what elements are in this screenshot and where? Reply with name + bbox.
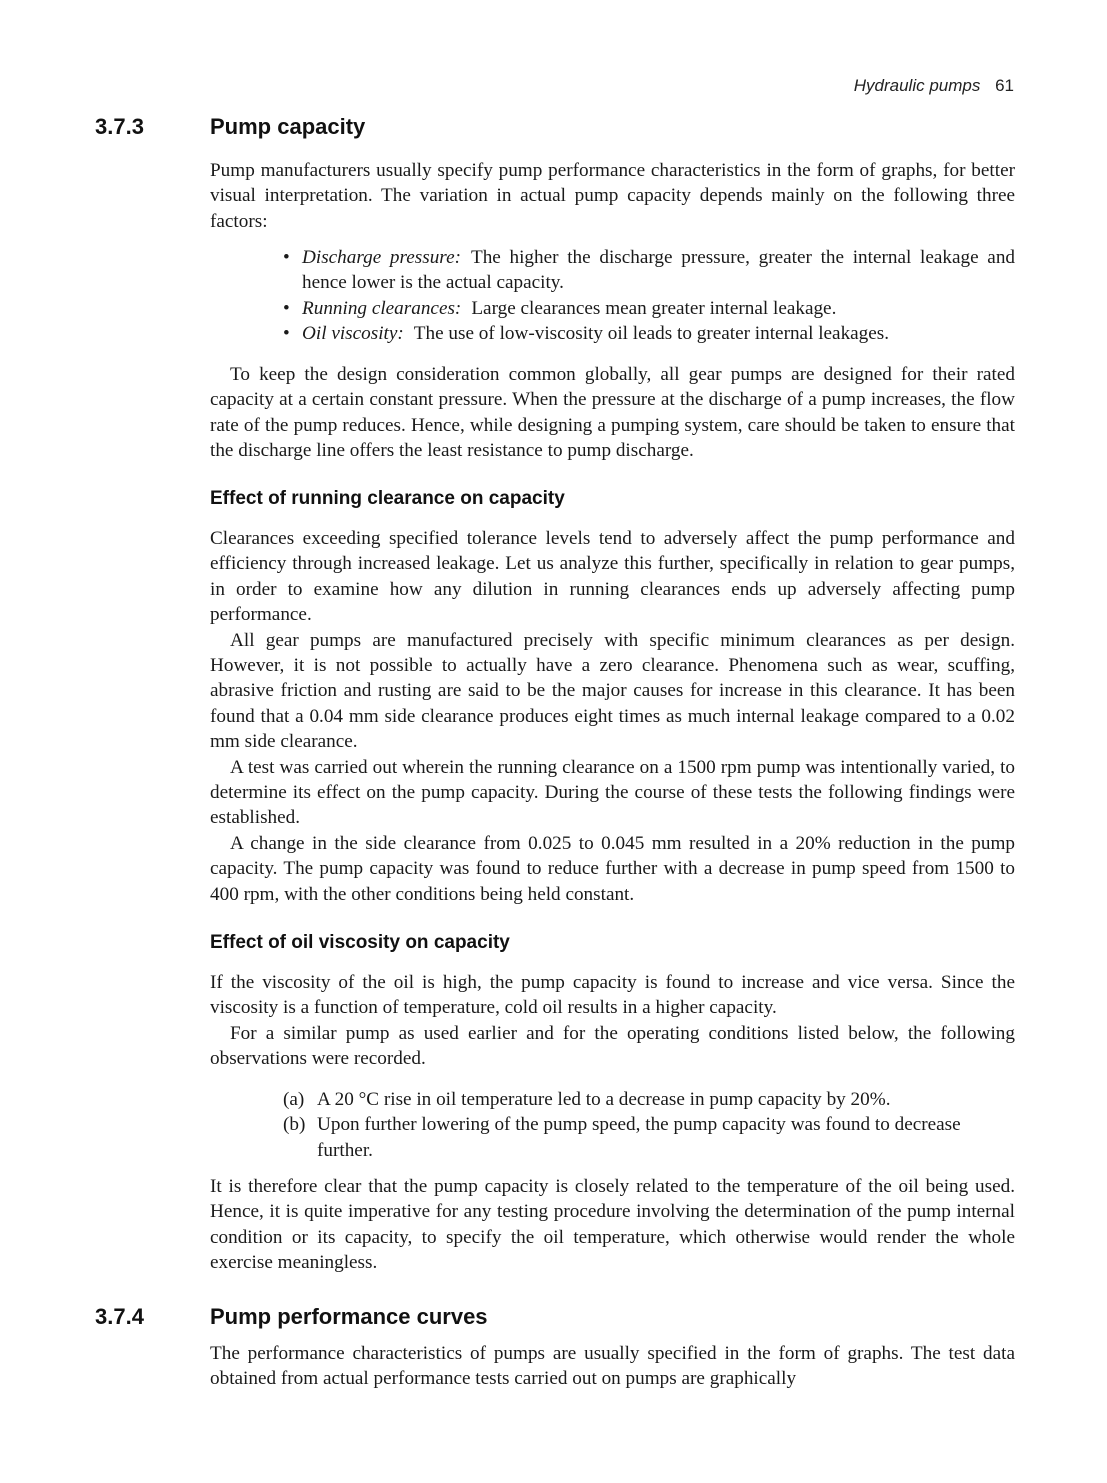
clearance-body (210, 526, 1015, 907)
intro-paragraph (210, 158, 1015, 234)
factor-item (283, 245, 1015, 296)
factors-list (283, 245, 1015, 347)
design-paragraph (210, 362, 1015, 464)
observation-item (283, 1112, 1003, 1163)
performance-curves-paragraph (210, 1341, 1015, 1392)
factor-term: Running clearances: (302, 297, 462, 319)
clearance-paragraph: A test was carried out wherein the running clearance on a 1500 rpm pump was intentionally varied, to determine its effect on the pump capacity. During the course of these tests the following findings were established. (210, 756, 1015, 829)
viscosity-paragraph: For a similar pump as used earlier and for the operating conditions listed below, the following observations were recorded. (210, 1022, 1015, 1070)
observation-text: A 20 °C rise in oil temperature led to a decrease in pump capacity by 20%. (317, 1089, 891, 1110)
viscosity-body (210, 970, 1015, 1072)
factor-text: The higher the discharge pressure, greater the internal leakage and hence lower is the actual capacity. (302, 247, 1016, 294)
factor-item (283, 296, 1015, 321)
observation-marker: (b) (283, 1114, 306, 1136)
section-title: Pump performance curves (210, 1304, 488, 1329)
subheading-oil-viscosity: Effect of oil viscosity on capacity (210, 932, 510, 953)
observations-list (283, 1087, 1003, 1163)
running-title: Hydraulic pumps (853, 76, 981, 95)
factor-text: The use of low-viscosity oil leads to greater internal leakages. (413, 323, 890, 345)
page-header (854, 76, 1014, 96)
clearance-paragraph: All gear pumps are manufactured precisely with specific minimum clearances as per design. However, it is not possible to actually have a zero clearance. Phenomena such as wear, scuffing, abrasive friction and rusting are said to be the major causes for increase in this clearance. It has been found that a 0.04 mm side clearance produces eight times as much internal leakage compared to a 0.02 mm side clearance. (210, 629, 1015, 753)
clearance-paragraph: A change in the side clearance from 0.025 to 0.045 mm resulted in a 20% reduction in the pump capacity. The pump capacity was found to reduce further with a decrease in pump speed from 1500 to 400 rpm, with the other conditions being held constant. (210, 832, 1015, 905)
conclusion-text: It is therefore clear that the pump capacity is closely related to the temperature of the oil being used. Hence, it is quite imperative for any testing procedure involving the determination of the pump internal condition or its capacity, to specify the oil temperature, which otherwise would render the whole exercise meaningless. (210, 1176, 1015, 1274)
bullet-icon: • (283, 247, 290, 268)
page-number: 61 (995, 76, 1014, 95)
factor-term: Discharge pressure: (302, 247, 461, 268)
factor-term: Oil viscosity: (302, 323, 404, 345)
observation-text: Upon further lowering of the pump speed, the pump capacity was found to decrease further. (317, 1114, 961, 1161)
subheading-running-clearance: Effect of running clearance on capacity (210, 488, 565, 509)
intro-text: Pump manufacturers usually specify pump performance characteristics in the form of graphs, for better visual interpretation. The variation in actual pump capacity depends mainly on the following three factors: (210, 160, 1015, 232)
factor-item (283, 321, 1015, 346)
design-text: To keep the design consideration common globally, all gear pumps are designed for their rated capacity at a certain constant pressure. When the pressure at the discharge of a pump increases, the flow rate of the pump reduces. Hence, while designing a pumping system, care should be taken to ensure that the discharge line offers the least resistance to pump discharge. (210, 364, 1015, 462)
factor-text: Large clearances mean greater internal leakage. (471, 297, 837, 319)
section-number: 3.7.3 (95, 114, 144, 139)
viscosity-paragraph: If the viscosity of the oil is high, the pump capacity is found to increase and vice versa. Since the viscosity is a function of temperature, cold oil results in a higher capacity. (210, 972, 1015, 1019)
conclusion-paragraph (210, 1174, 1015, 1276)
bullet-icon: • (283, 323, 290, 345)
clearance-paragraph: Clearances exceeding specified tolerance levels tend to adversely affect the pump performance and efficiency through increased leakage. Let us analyze this further, specifically in relation to gear pumps, in order to examine how any dilution in running clearances ends up adversely affecting pump performance. (210, 528, 1015, 626)
section-title: Pump capacity (210, 114, 366, 139)
section-number: 3.7.4 (95, 1304, 144, 1329)
observation-item (283, 1087, 1003, 1112)
observation-marker: (a) (283, 1089, 305, 1110)
performance-curves-text: The performance characteristics of pumps are usually specified in the form of graphs. The test data obtained from actual performance tests carried out on pumps are graphically (210, 1343, 1015, 1390)
bullet-icon: • (283, 297, 290, 319)
